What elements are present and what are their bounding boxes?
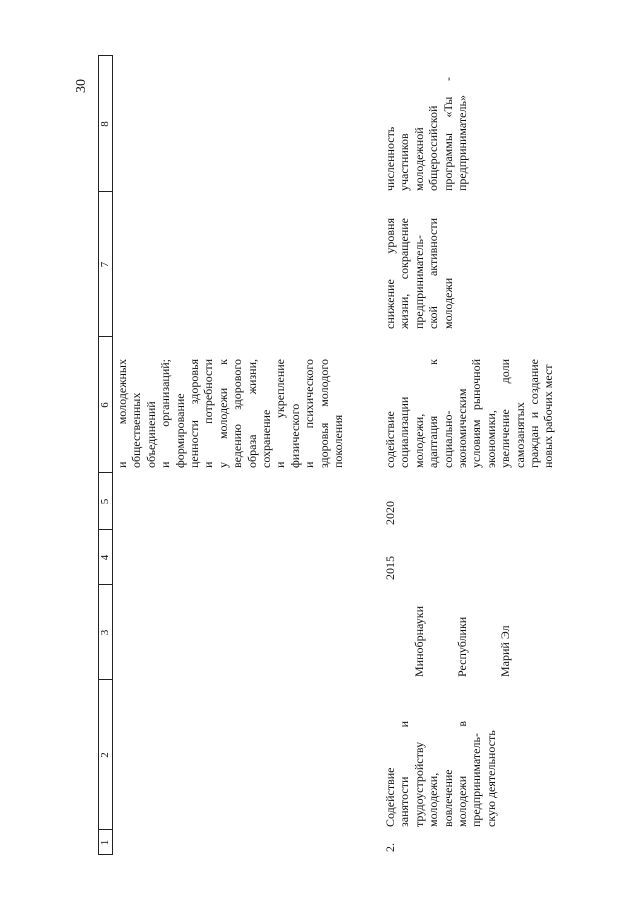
text-line: предприниматель» — [455, 95, 470, 191]
text-line: экономики, — [483, 410, 498, 468]
text-line: молодежной — [411, 127, 426, 191]
text-line: и потребности — [201, 359, 216, 468]
text-line: молодежи — [440, 277, 455, 329]
text-line: молодежи в — [455, 721, 470, 827]
text-line: сохранение — [259, 409, 274, 468]
text-line: молодежи, — [411, 413, 426, 468]
text-line: снижение уровня — [383, 218, 397, 329]
page-number: 30 — [74, 79, 89, 93]
text-line: скую деятельность — [483, 730, 498, 827]
text-line: образа жизни, — [244, 359, 259, 468]
text-line: формирование — [172, 393, 187, 468]
text-line: поколения — [331, 414, 346, 468]
text-line: и укрепление — [273, 359, 288, 468]
text-line: Минобрнауки — [411, 605, 426, 677]
text-line: физического — [287, 403, 302, 468]
text-line: и организаций; — [158, 359, 173, 468]
text-line: трудоустройству — [411, 741, 426, 827]
header-col-2: 2 — [99, 752, 111, 758]
text-line: общественных — [129, 392, 144, 468]
text-line: Марий Эл — [498, 625, 513, 677]
text-line: и молодежных — [115, 359, 129, 468]
text-line: новых рабочих мест — [541, 364, 556, 468]
text-line: программы «Ты - — [440, 77, 455, 191]
text-line: молодежи, — [426, 772, 441, 827]
row2-col2-text — [383, 721, 498, 827]
text-line: общероссийской — [426, 105, 441, 191]
text-line: увеличение доли — [498, 359, 513, 468]
header-col-4: 4 — [99, 554, 111, 561]
row2-col3-text — [383, 585, 541, 677]
text-line: численность — [383, 126, 397, 191]
row2-col5-text: 2020 — [383, 501, 397, 525]
header-col-6: 6 — [99, 402, 111, 408]
text-line: вовлечение — [440, 769, 455, 827]
header-col-5: 5 — [99, 498, 111, 505]
text-line: экономическим — [455, 388, 470, 468]
text-line: условиям рыночной — [469, 359, 484, 468]
text-line: предприниматель- — [411, 235, 426, 329]
row2-col6-text — [383, 359, 556, 468]
text-line: Республики — [455, 616, 470, 677]
header-bottom-border — [112, 55, 113, 855]
header-col-3: 3 — [99, 629, 111, 636]
text-line: ской активности — [426, 218, 441, 329]
row2-col8-text — [383, 77, 469, 191]
rotated-table — [98, 55, 633, 855]
text-line: граждан и создание — [527, 359, 542, 468]
text-line: самозанятых — [512, 402, 527, 468]
text-line: и психического — [302, 359, 317, 468]
row2-col7-text — [383, 218, 455, 329]
text-line: участников — [397, 133, 412, 191]
row2-number: 2. — [383, 843, 397, 852]
continuation-col6-text — [115, 359, 346, 468]
header-col-8: 8 — [99, 121, 111, 127]
row2-col4-text: 2015 — [383, 556, 397, 580]
text-line: жизни, сокращение — [397, 218, 412, 329]
text-line: здоровья молодого — [316, 359, 331, 468]
text-line: социализации — [397, 396, 412, 468]
text-line: адаптация к — [426, 359, 441, 468]
text-line: ведению здорового — [230, 359, 245, 468]
text-line: социально- — [440, 410, 455, 468]
text-line: занятости и — [397, 721, 412, 827]
text-line: объединений — [143, 401, 158, 468]
text-line: содействие — [383, 411, 397, 468]
text-line: у молодежи к — [215, 359, 230, 468]
header-col-7: 7 — [99, 261, 111, 268]
text-line: Содействие — [383, 767, 397, 827]
text-line: предприниматель- — [469, 733, 484, 827]
text-line: ценности здоровья — [187, 359, 202, 468]
header-col-1: 1 — [99, 839, 111, 846]
